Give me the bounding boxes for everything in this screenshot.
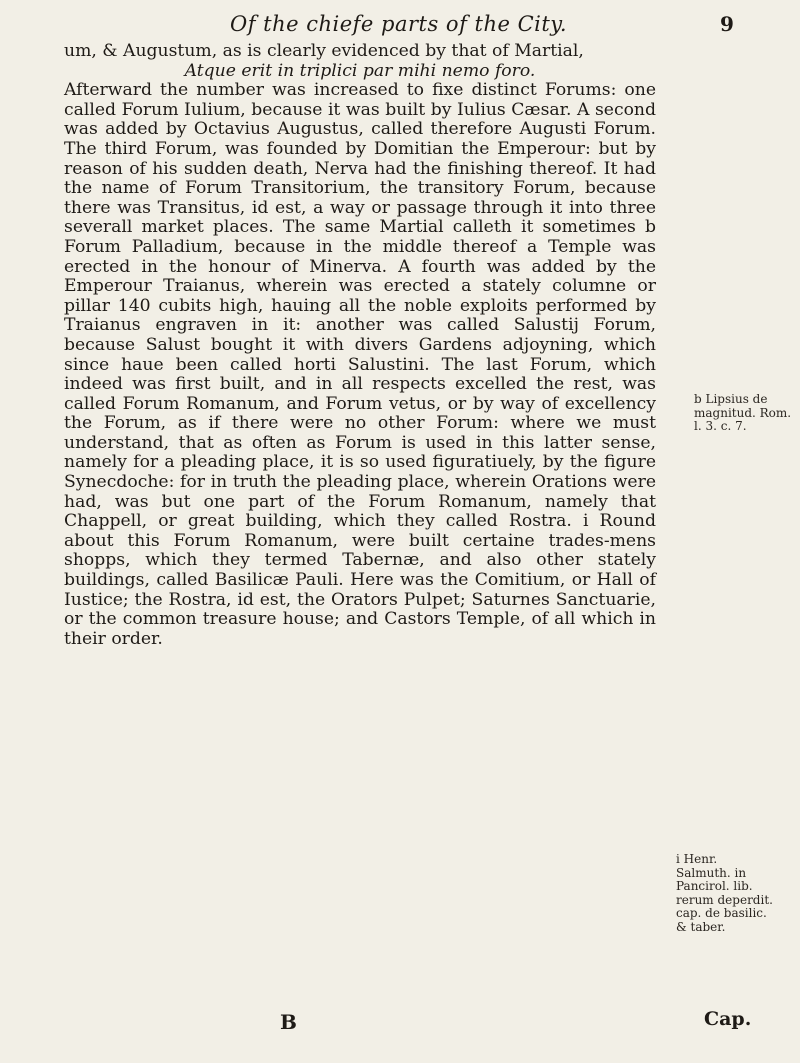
signature-mark: B (280, 1010, 297, 1034)
paragraph-opening: um, & Augustum, as is clearly evidenced by that of Martial, (64, 41, 584, 61)
page-number: 9 (720, 12, 734, 36)
running-head (0, 12, 800, 38)
margin-note-i: i Henr. Salmuth. in Pancirol. lib. rerum deperdit. cap. de basilic. & taber. (676, 852, 773, 934)
catchword: Cap. (704, 1008, 752, 1030)
martial-quote: Atque erit in triplici par mihi nemo foro. (184, 60, 536, 81)
main-text (64, 42, 656, 649)
margin-note-b: b Lipsius de magnitud. Rom. l. 3. c. 7. (694, 392, 792, 433)
paragraph-forums: Afterward the number was increased to fixe distinct Forums: one called Forum Iulium, because it was built by Iulius Cæsar. A second was added by Octavius Augustus, called therefore Augusti Forum. The third Forum, was founded by Domitian the Emperour: but by reason of his sudden death, Nerva had the finishing thereof. It had the name of Forum Transitorium, the transitory Forum, because there was Transitus, id est, a way or passage through it into three severall market places. The same Martial calleth it sometimes b Forum Palladium, because in the middle thereof a Temple was erected in the honour of Minerva. A fourth was added by the Emperour Traianus, wherein was erected a stately columne or pillar 140 cubits high, hauing all the noble exploits performed by Traianus engraven in it: another was called Salustij Forum, because Salust bought it with divers Gardens adjoyning, which since haue been called horti Salustini. The last Forum, which indeed was first built, and in all respects excelled the rest, was called Forum Romanum, and Forum vetus, or by way of excellency the Forum, as if there were no other Forum: where we must understand, that as often as Forum is used in this latter sense, namely for a pleading place, it is so used figuratiuely, by the figure Synecdoche: for in truth the pleading place, wherein Orations were had, was but one part of the Forum Romanum, namely that Chappell, or great building, which they called Rostra. i Round about this Forum Romanum, were built certaine trades-mens shopps, which they termed Tabernæ, and also other stately buildings, called Basilicæ Pauli. Here was the Comitium, or Hall of Iustice; the Rostra, id est, the Orators Pulpet; Saturnes Sanctuarie, or the common treasure house; and Castors Temple, of all which in their order. (64, 80, 656, 649)
running-title: Of the chiefe parts of the City. (230, 12, 568, 36)
